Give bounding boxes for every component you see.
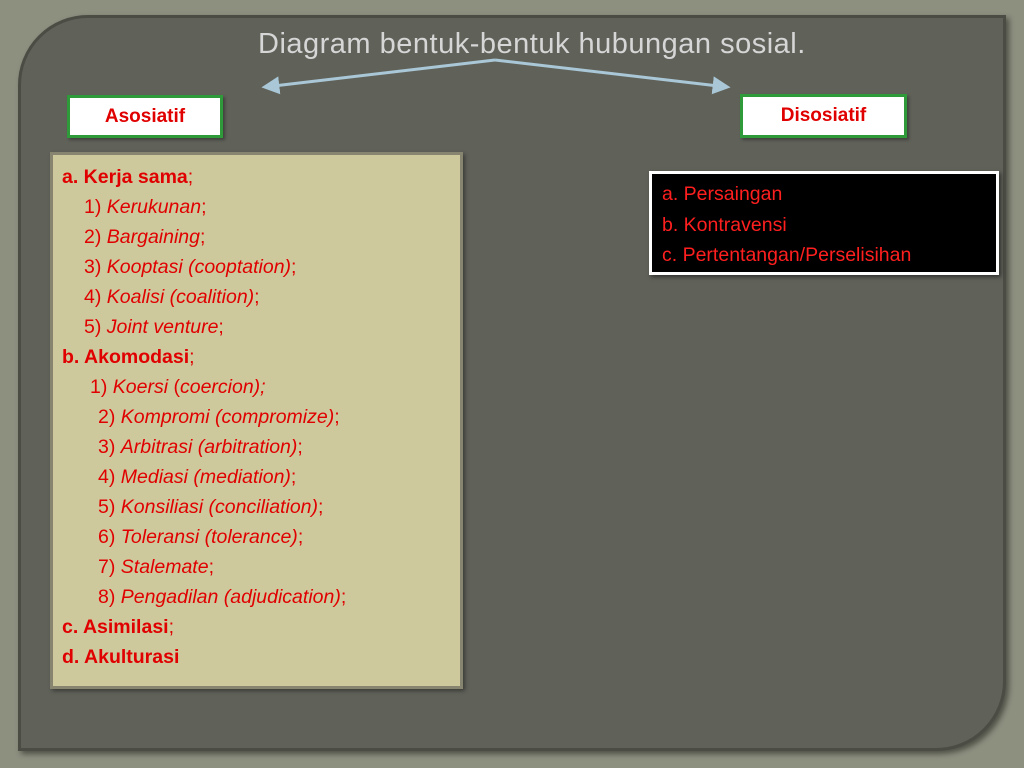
list-item: 5) Joint venture;	[84, 316, 224, 338]
list-item: 1) Koersi (coercion);	[90, 376, 266, 398]
list-item: 6) Toleransi (tolerance);	[98, 526, 304, 548]
asosiatif-label: Asosiatif	[104, 105, 186, 127]
list-item: 2) Kompromi (compromize);	[98, 406, 340, 428]
list-item: 7) Stalemate;	[98, 556, 214, 578]
asosiatif-list	[50, 152, 463, 689]
list-item: a. Persaingan	[662, 183, 783, 205]
list-heading-akulturasi: d. Akulturasi	[62, 646, 180, 668]
list-item: 3) Kooptasi (cooptation);	[84, 256, 297, 278]
list-heading-kerja-sama: a. Kerja sama;	[62, 166, 194, 188]
list-item: 3) Arbitrasi (arbitration);	[98, 436, 303, 458]
list-item: 4) Mediasi (mediation);	[98, 466, 297, 488]
disosiatif-box	[740, 94, 907, 138]
list-item: 4) Koalisi (coalition);	[84, 286, 260, 308]
list-item: 1) Kerukunan;	[84, 196, 207, 218]
disosiatif-label: Disosiatif	[780, 105, 867, 126]
list-heading-akomodasi: b. Akomodasi;	[62, 346, 195, 368]
list-item: 2) Bargaining;	[84, 226, 206, 248]
slide-title: Diagram bentuk-bentuk hubungan sosial.	[258, 28, 806, 60]
list-item: 8) Pengadilan (adjudication);	[98, 586, 347, 608]
disosiatif-list	[649, 171, 999, 275]
list-heading-asimilasi: c. Asimilasi;	[62, 616, 175, 638]
list-item: b. Kontravensi	[662, 213, 787, 236]
list-item: 5) Konsiliasi (conciliation);	[98, 496, 324, 518]
asosiatif-box	[67, 95, 223, 138]
list-item: c. Pertentangan/Perselisihan	[662, 244, 912, 266]
